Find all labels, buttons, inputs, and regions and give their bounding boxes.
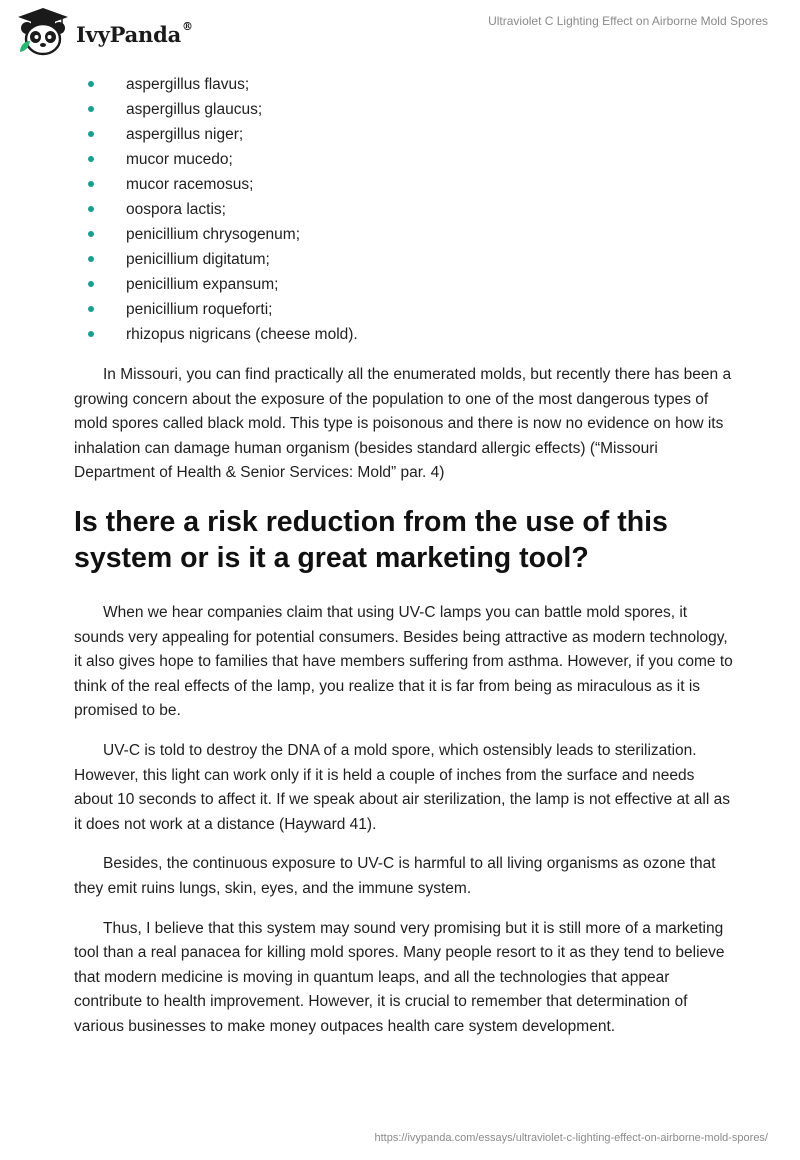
paragraph-conclusion: Thus, I believe that this system may sound very promising but it is still more of a marketing tool than a real panacea for killing mold spores. Many people resort to it as they tend to believe that modern medicine is moving in quantum leaps, and all the technologies that appear contribute to health improvement. However, it is crucial to remember that determination of various businesses to make money outpaces health care system development. [74,919,725,1035]
list-item: penicillium chrysogenum; [74,222,734,247]
list-item: mucor racemosus; [74,172,734,197]
list-item: aspergillus niger; [74,122,734,147]
bullet-icon [88,181,94,187]
bullet-icon [88,281,94,287]
list-item: oospora lactis; [74,197,734,222]
paragraph-exposure: Besides, the continuous exposure to UV-C is harmful to all living organisms as ozone that they emit ruins lungs, skin, eyes, and the immune system. [74,855,716,897]
paragraph-dna: UV-C is told to destroy the DNA of a mold spore, which ostensibly leads to sterilization. However, this light can work only if it is held a couple of inches from the surface and needs about 10 seconds to affect it. If we speak about air sterilization, the lamp is not effective at all as it does not work at a distance (Hayward 41). [74,741,730,833]
list-item: penicillium roqueforti; [74,297,734,322]
source-url-link[interactable]: https://ivypanda.com/essays/ultraviolet-c-lighting-effect-on-airborne-mold-spores/ [374,1132,768,1144]
panda-logo-icon [14,6,72,58]
list-item: penicillium expansum; [74,272,734,297]
bullet-icon [88,256,94,262]
document-title: Ultraviolet C Lighting Effect on Airborne Mold Spores [488,14,768,28]
bullet-icon [88,131,94,137]
list-item: mucor mucedo; [74,147,734,172]
essay-content [74,72,734,1039]
list-item: rhizopus nigricans (cheese mold). [74,322,734,347]
bullet-icon [88,156,94,162]
bullet-icon [88,306,94,312]
bullet-icon [88,106,94,112]
list-item: aspergillus glaucus; [74,97,734,122]
list-item: penicillium digitatum; [74,247,734,272]
bullet-icon [88,331,94,337]
bullet-icon [88,81,94,87]
paragraph-claims: When we hear companies claim that using UV-C lamps you can battle mold spores, it sounds very appealing for potential consumers. Besides being attractive as modern technology, it also gives hope to families that have members suffering from asthma. However, if you come to think of the real effects of the lamp, you realize that it is far from being as miraculous as it is promised to be. [74,603,733,720]
bullet-icon [88,231,94,237]
brand-name: IvyPanda® [76,19,193,47]
mold-list [74,72,734,347]
page-header [0,0,800,66]
ivypanda-logo[interactable] [14,6,193,58]
bullet-icon [88,206,94,212]
paragraph-missouri: In Missouri, you can find practically all the enumerated molds, but recently there has been a growing concern about the exposure of the population to one of the most dangerous types of mold spores called black mold. This type is poisonous and there is now no evidence on how its inhalation can damage human organism (besides standard allergic effects) (“Missouri Department of Health & Senior Services: Mold” par. 4) [74,366,732,482]
section-heading: Is there a risk reduction from the use of this system or is it a great marketing tool? [74,505,668,574]
list-item: aspergillus flavus; [74,72,734,97]
registered-mark: ® [182,19,193,33]
